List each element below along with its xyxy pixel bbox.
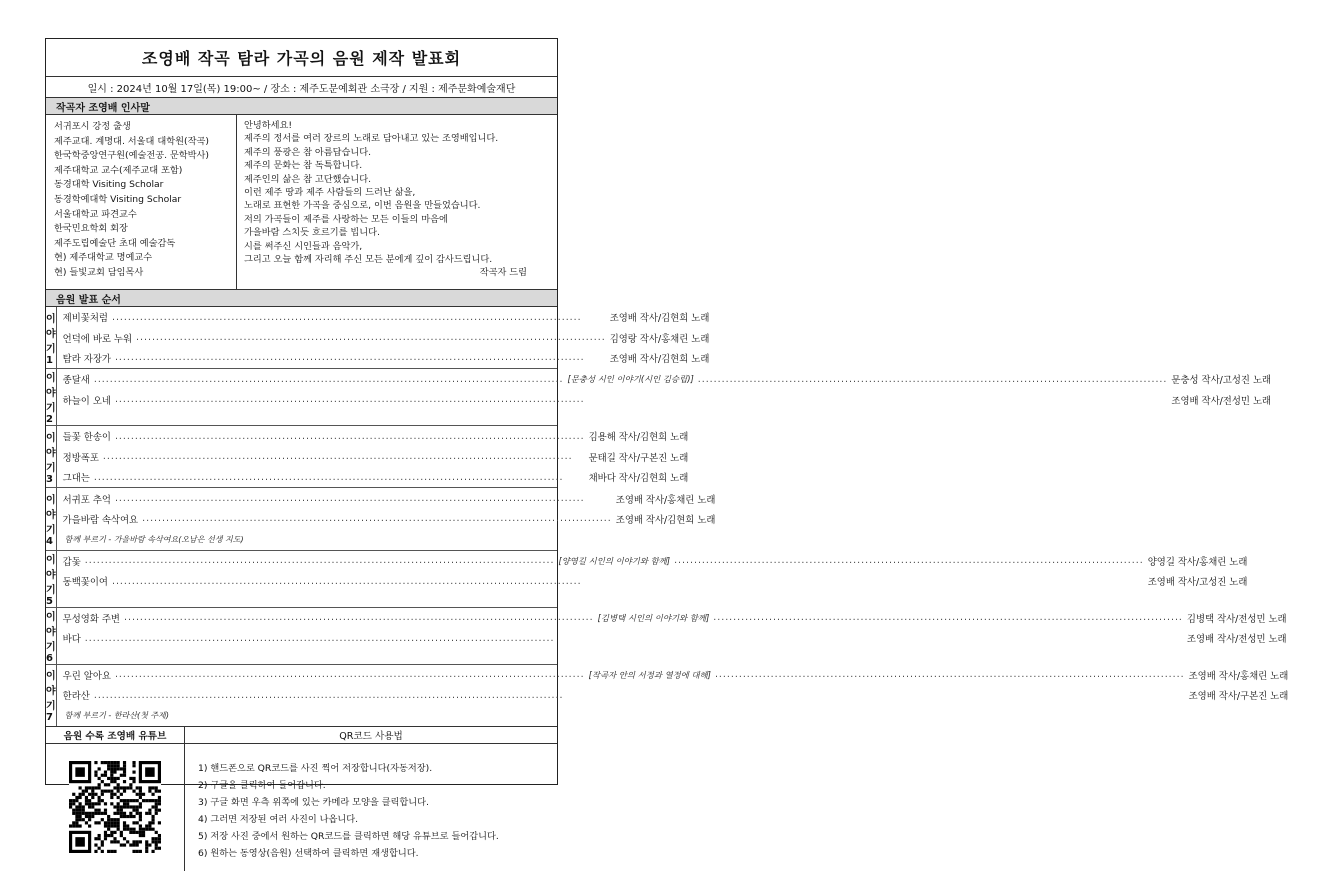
program-list (46, 307, 1289, 727)
song-credit: 조영배 작사/전성민 노래 (1186, 634, 1287, 646)
sing-along-note: 함께 부르기 - 가을바람 속삭여요(오남은 선생 지도) (64, 534, 244, 544)
qr-step: 1) 핸드폰으로 QR코드를 사진 찍어 저장합니다(자동저장). (198, 762, 433, 774)
qr-usage-heading: QR코드 사용법 (339, 730, 403, 742)
song-list (57, 307, 738, 368)
bio-line: 동경학예대학 Visiting Scholar (54, 193, 182, 205)
song-item (63, 467, 717, 487)
song-title: 우린 알아요 (62, 670, 111, 682)
dot-leader (108, 312, 610, 323)
song-list (57, 551, 1276, 607)
song-title: 들꽃 한송이 (62, 432, 111, 444)
qr-steps (185, 744, 557, 871)
bio-line: 현) 제주대학교 명예교수 (54, 252, 153, 264)
song-list (57, 665, 1317, 726)
story-row (46, 426, 689, 488)
dot-leader (99, 451, 589, 462)
greeting-line: 제주의 정서를 여러 장르의 노래로 담아내고 있는 조영배입니다. (244, 133, 499, 145)
dot-leader (90, 374, 568, 385)
sing-along-note: 함께 부르기 - 한라산(첫 주제) (64, 710, 169, 720)
dot-leader (111, 669, 589, 680)
greeting-line: 노래로 표현한 가곡을 중심으로, 이번 음원을 만들었습니다. (244, 200, 481, 212)
story-row (46, 608, 1287, 665)
song-item (63, 307, 738, 327)
song-title: 언덕에 바로 누워 (62, 333, 133, 345)
song-item (63, 608, 1315, 628)
story-row (46, 551, 1248, 608)
story-label: 이야기 5 (46, 551, 57, 607)
page-title: 조영배 작곡 탐라 가곡의 음원 제작 발표회 (46, 39, 557, 77)
song-item (63, 348, 738, 368)
song-title: 서귀포 추억 (62, 494, 111, 506)
qr-step: 3) 구글 화면 우측 위쪽에 있는 카메라 모양을 클릭합니다. (198, 796, 429, 808)
song-list (57, 488, 744, 549)
greeting-line: 그리고 오늘 함께 자리해 주신 모든 분에게 깊이 감사드립니다. (244, 254, 493, 266)
dot-leader (111, 493, 616, 504)
song-credit: 문충성 작사/고성진 노래 (1171, 375, 1272, 387)
song-credit: 김병택 작사/전성민 노래 (1186, 613, 1287, 625)
song-item (63, 685, 1317, 705)
greeting-line: 가을바람 스치듯 흐르기를 빕니다. (244, 227, 380, 239)
dot-leader (90, 690, 1189, 701)
song-title: 탐라 자장가 (62, 353, 111, 365)
story-row (46, 369, 1272, 426)
song-credit: 조영배 작사/구본진 노래 (1188, 691, 1289, 703)
qr-header-row (46, 727, 557, 744)
bio-line: 현) 들빛교회 담임목사 (54, 266, 144, 278)
dot-leader (90, 472, 589, 483)
song-list (57, 426, 717, 487)
song-credit: 조영배 작사/김현희 노래 (615, 514, 716, 526)
greeting-line: 시를 써주신 시인들과 음악가, (244, 240, 363, 252)
dot-leader (111, 394, 1171, 405)
dot-leader (81, 555, 559, 566)
song-list (57, 608, 1315, 664)
song-item (63, 551, 1276, 571)
story-label: 이야기 1 (46, 307, 57, 368)
dot-leader (132, 332, 610, 343)
bio-line: 한국민요학회 회장 (54, 223, 128, 235)
song-title: 가을바람 속삭여요 (62, 514, 139, 526)
song-note: [문충성 시인 이야기(시인 김승립)] (567, 374, 694, 385)
story-label: 이야기 7 (46, 665, 57, 726)
song-credit: 조영배 작사/김현희 노래 (609, 353, 710, 365)
bio-line: 한국학중앙연구원(예술전공. 문학박사) (54, 150, 210, 162)
dot-leader (694, 374, 1172, 385)
song-list (57, 369, 1300, 425)
dot-leader (670, 555, 1148, 566)
greeting-line: 이런 제주 땅과 제주 사람들의 드러난 삶을, (244, 187, 416, 199)
song-title: 바다 (62, 634, 81, 646)
bio-line: 제주도립예술단 초대 예술감독 (54, 237, 176, 249)
song-note: [김병택 시인의 이야기와 함께] (597, 612, 710, 623)
song-credit: 김용해 작사/김현희 노래 (588, 432, 689, 444)
qr-section (46, 744, 557, 871)
composer-bio (46, 115, 237, 289)
qr-step: 6) 원하는 동영상(음원) 선택하여 클릭하면 재생합니다. (198, 847, 419, 859)
song-title: 종달새 (62, 375, 90, 387)
song-item (63, 571, 1276, 591)
dot-leader (120, 612, 598, 623)
song-item (63, 327, 738, 347)
greeting-line: 저의 가곡들이 제주를 사랑하는 모든 이들의 마음에 (244, 213, 448, 225)
bio-line: 제주대학교 교수(제주교대 포함) (54, 164, 183, 176)
intro-heading: 작곡자 조영배 인사말 (46, 98, 557, 115)
youtube-heading: 음원 수록 조영배 유튜브 (46, 727, 185, 743)
greeting-line: 제주인의 삶은 참 고단했습니다. (244, 173, 372, 185)
song-title: 동백꽃이여 (62, 577, 108, 589)
song-title: 무성영화 주변 (62, 613, 120, 625)
greeting-line: 안녕하세요! (244, 120, 293, 131)
story-label: 이야기 4 (46, 488, 57, 549)
greeting-message (237, 115, 557, 289)
qr-cell (46, 744, 185, 871)
intro-section (46, 115, 557, 290)
dot-leader (138, 513, 616, 524)
song-item (63, 628, 1315, 648)
song-note: [양영길 시인의 이야기와 함께] (558, 555, 671, 566)
program-heading: 음원 발표 순서 (46, 290, 557, 307)
song-title: 한라산 (62, 691, 90, 703)
story-row (46, 488, 716, 550)
song-title: 그대는 (62, 473, 90, 485)
song-credit: 조영배 작사/홍채린 노래 (615, 494, 716, 506)
greeting-signature: 작곡자 드림 (479, 267, 527, 279)
song-credit: 양영길 작사/홍채린 노래 (1147, 556, 1248, 568)
bio-line: 제주교대. 계명대. 서울대 대학원(작곡) (54, 135, 209, 147)
song-title: 제비꽃처럼 (62, 313, 108, 325)
qr-step: 5) 저장 사진 중에서 원하는 QR코드를 클릭하면 해당 유튜브로 들어갑니다. (198, 830, 499, 842)
story-row (46, 665, 1289, 726)
dot-leader (81, 633, 1187, 644)
story-label: 이야기 2 (46, 369, 57, 425)
event-info: 일시 : 2024년 10월 17일(목) 19:00~ / 장소 : 제주도문예회관 소극장 / 지원 : 제주문화예술재단 (46, 77, 557, 98)
story-label: 이야기 6 (46, 608, 57, 664)
song-item (63, 426, 717, 446)
song-item (63, 665, 1317, 685)
bio-line: 서귀포시 강정 출생 (54, 121, 131, 132)
story-label: 이야기 3 (46, 426, 57, 487)
song-credit: 김영랑 작사/홍채린 노래 (609, 333, 710, 345)
song-title: 갑돛 (62, 556, 81, 568)
song-item (63, 390, 1300, 410)
qr-step: 2) 구글을 클릭하여 들어갑니다. (198, 779, 326, 791)
dot-leader (711, 669, 1189, 680)
dot-leader (111, 352, 610, 363)
flyer-frame (45, 38, 1289, 859)
greeting-line: 제주의 풍광은 참 아름답습니다. (244, 146, 372, 158)
story-row (46, 307, 710, 369)
song-item (63, 509, 744, 529)
dot-leader (108, 576, 1148, 587)
song-title: 하늘이 오네 (62, 395, 111, 407)
song-credit: 조영배 작사/김현희 노래 (609, 313, 710, 325)
song-title: 정방폭포 (62, 452, 99, 464)
dot-leader (111, 431, 589, 442)
song-credit: 채바다 작사/김현희 노래 (588, 473, 689, 485)
greeting-line: 제주의 문화는 참 독특합니다. (244, 160, 363, 172)
bio-line: 동경대학 Visiting Scholar (54, 179, 164, 191)
dot-leader (709, 612, 1187, 623)
song-credit: 문태길 작사/구본진 노래 (588, 452, 689, 464)
song-note: [작곡자 안의 서정과 열정에 대해] (588, 669, 711, 680)
qr-code-icon[interactable] (69, 761, 161, 853)
song-item (63, 488, 744, 508)
song-credit: 조영배 작사/홍채린 노래 (1188, 670, 1289, 682)
song-credit: 조영배 작사/전성민 노래 (1171, 395, 1272, 407)
song-credit: 조영배 작사/고성진 노래 (1147, 577, 1248, 589)
bio-line: 서울대학교 파견교수 (54, 208, 137, 220)
qr-step: 4) 그러면 저장된 여러 사진이 나옵니다. (198, 813, 359, 825)
song-item (63, 369, 1300, 389)
song-item (63, 447, 717, 467)
